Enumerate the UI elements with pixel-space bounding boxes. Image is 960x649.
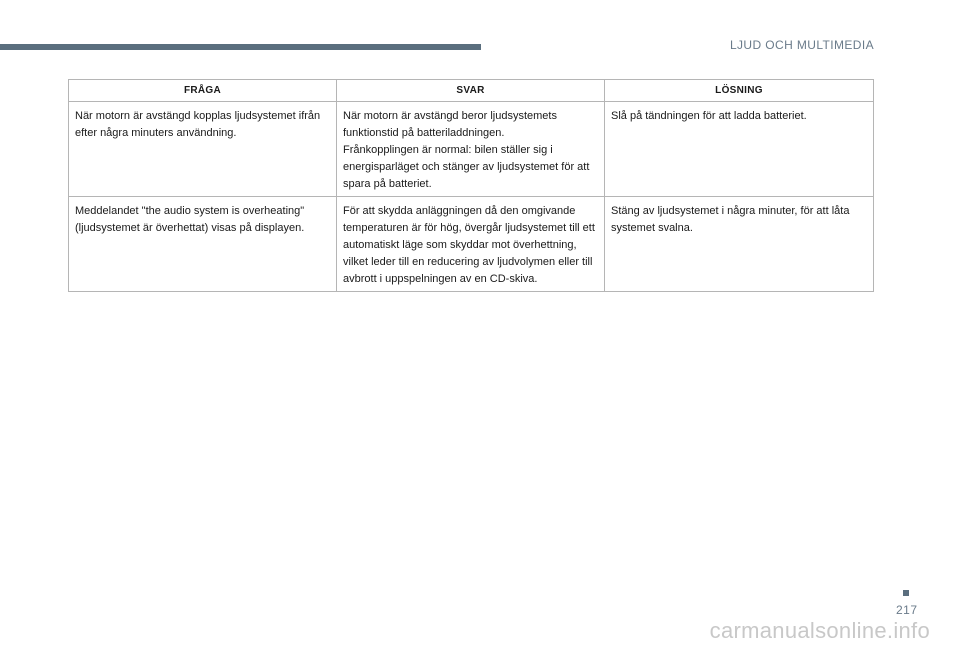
question-cell: När motorn är avstängd kopplas ljudsystemet ifrån efter några minuters användning. [69, 102, 337, 197]
table-header-row [69, 80, 874, 102]
faq-table [68, 79, 874, 292]
watermark: carmanualsonline.info [709, 618, 930, 643]
column-header-answer: SVAR [337, 80, 605, 102]
question-cell: Meddelandet "the audio system is overheating" (ljudsystemet är överhettat) visas på displayen. [69, 197, 337, 292]
answer-cell: När motorn är avstängd beror ljudsystemets funktionstid på batteriladdningen. Frånkopplingen är normal: bilen ställer sig i energisparläget och stänger av ljudsystemet för att spara på batteriet. [337, 102, 605, 197]
column-header-question: FRÅGA [69, 80, 337, 102]
answer-cell: För att skydda anläggningen då den omgivande temperaturen är för hög, övergår ljudsystemet till ett automatiskt läge som skyddar mot överhettning, vilket leder till en reducering av ljudvolymen eller till avbrott i uppspelningen av en CD-skiva. [337, 197, 605, 292]
page-number: 217 [896, 603, 918, 617]
table-row [69, 197, 874, 292]
solution-cell: Slå på tändningen för att ladda batteriet. [605, 102, 874, 197]
table-row [69, 102, 874, 197]
column-header-solution: LÖSNING [605, 80, 874, 102]
page-marker-square [903, 590, 909, 596]
chapter-title: LJUD OCH MULTIMEDIA [729, 38, 874, 52]
solution-cell: Stäng av ljudsystemet i några minuter, för att låta systemet svalna. [605, 197, 874, 292]
header-accent-bar [0, 44, 481, 50]
